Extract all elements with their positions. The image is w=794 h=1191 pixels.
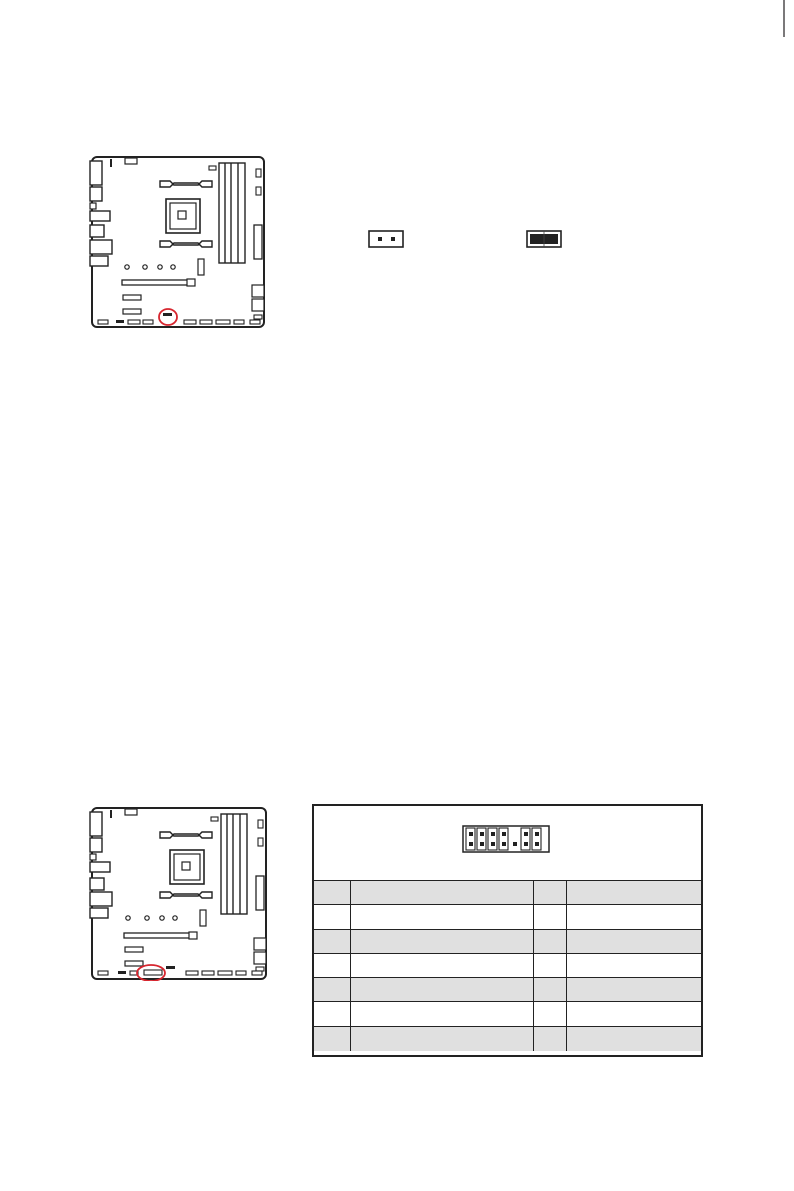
table-cell <box>314 1026 350 1050</box>
table-cell <box>533 1002 566 1026</box>
table-cell <box>350 1002 533 1026</box>
table-row <box>314 953 701 977</box>
header-pin-diagram <box>462 824 552 856</box>
table-cell <box>533 978 566 1002</box>
table-cell <box>533 881 566 905</box>
page-top-rule <box>0 0 794 40</box>
table-row <box>314 978 701 1002</box>
table-cell <box>314 881 350 905</box>
table-cell <box>314 953 350 977</box>
table-row <box>314 881 701 905</box>
table-cell <box>350 978 533 1002</box>
table-cell <box>566 905 701 929</box>
table-cell <box>350 905 533 929</box>
table-cell <box>314 1002 350 1026</box>
table-cell <box>533 1026 566 1050</box>
table-cell <box>314 978 350 1002</box>
table-cell <box>533 953 566 977</box>
table-row <box>314 929 701 953</box>
motherboard-diagram-1 <box>88 155 268 330</box>
table-cell <box>533 929 566 953</box>
jumper-open-diagram <box>368 228 408 250</box>
table-cell <box>566 1002 701 1026</box>
table-row <box>314 1002 701 1026</box>
table-cell <box>566 929 701 953</box>
table-cell <box>314 929 350 953</box>
table-cell <box>566 978 701 1002</box>
table-cell <box>350 881 533 905</box>
pin-definition-table <box>312 804 703 1057</box>
jumper-closed-diagram <box>526 228 566 250</box>
pin-table-grid <box>314 880 701 1051</box>
table-row <box>314 905 701 929</box>
table-cell <box>566 881 701 905</box>
table-row <box>314 1026 701 1050</box>
motherboard-diagram-2 <box>88 806 268 981</box>
table-cell <box>533 905 566 929</box>
table-cell <box>566 1026 701 1050</box>
table-cell <box>314 905 350 929</box>
table-cell <box>566 953 701 977</box>
table-cell <box>350 953 533 977</box>
table-cell <box>350 1026 533 1050</box>
table-cell <box>350 929 533 953</box>
